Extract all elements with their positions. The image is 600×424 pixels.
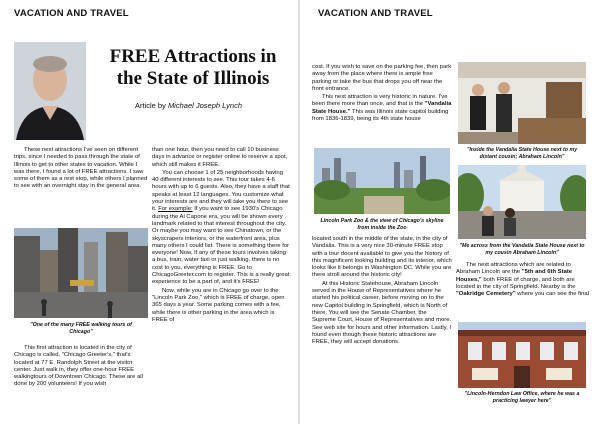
left-page	[0, 0, 298, 424]
paragraph: Now, while you are in Chicago go over to the "Lincoln Park Zoo," which is FREE of charge, open 365 days a year. Some parking comes with a fee, while there is other parking in the area which is FREE of	[152, 287, 285, 323]
text-span: If you want to see 1930's Chicago during the Al Capone era, you will be shown every landmark related to that interest throughout the city. Or maybe you may want to see Chinatown, or the skyscrapers interiors, or the waterfront area, plus many others I could list. There is something there for everyone! Now, if any of these tours involves taking a bus, train, water taxi or just walking, there is no cost to you, everything is FREE. Go to ChicagoGreeter.com to register. This is a really great experience to be a part of, and it's FREE!	[152, 206, 290, 286]
left-col-intro	[14, 147, 148, 223]
photo-caption: "One of the many FREE walking tours of Chicago"	[30, 322, 132, 335]
statehouse-exterior-photo	[458, 165, 586, 239]
vandalia-bold: "Vandalia State House."	[312, 101, 452, 115]
right-page	[300, 0, 600, 424]
byline	[135, 101, 242, 110]
paragraph	[312, 94, 452, 123]
left-col-text	[14, 345, 148, 417]
example-label: For example:	[158, 206, 193, 213]
title-line-1: FREE Attractions in	[109, 46, 277, 67]
title-line-2: the State of Illinois	[116, 68, 270, 89]
text-span: both FREE of charge, and both are located in the city of Springfield. Nearby is the	[456, 276, 576, 290]
statehouse-interior-photo	[458, 62, 586, 144]
text-span: where you can see the final	[517, 291, 589, 298]
state-houses-bold: "5th and 6th State Houses,"	[456, 269, 573, 283]
paragraph: than one hour, then you need to call 10 business days in advance or register online to reserve a spot, which still makes it FREE.	[152, 147, 288, 168]
text-span: This next attraction is very historic in nature. I've been there more than once, and that is the	[312, 94, 448, 108]
photo-caption: "Me across from the Vandalia State House next to my cousin Abraham Lincoln"	[459, 243, 585, 256]
oakridge-bold: "Oakridge Cemetery"	[456, 291, 516, 298]
paragraph: located south in the middle of the state, in the city of Vandalia. This is a very nice 30-minute FREE stop with a tour docent available to give you the history of this magnificent looking building and its interior, which looks like it belongs in Washington DC. While you are there stroll around the historic city!	[312, 236, 452, 279]
right-col1-bottom	[312, 236, 452, 418]
section-label: VACATION AND TRAVEL	[318, 8, 433, 19]
paragraph: These next attractions I've seen on different trips, since I needed to pass through the state of Illinois to get to other states to vacation. While I was there, I found a lot of FREE attractions. I saw some of them as a rest stop, while others I planned to see with an overnight stay in the general area.	[14, 147, 148, 190]
photo-caption: Lincoln Park Zoo & the view of Chicago's skyline from inside the Zoo	[320, 218, 444, 231]
paragraph	[152, 170, 290, 287]
paragraph: At this Historic Statehouse, Abraham Lincoln served in the House of Representatives where he started his political career, before moving on to the new Capitol building in Springfield, which is North of there. You will see the Senate Chamber, the Supreme Court, House of Representatives and more. See web site for hours and other information. Lastly, I found even though these historic attractions are FREE, they will accept donations.	[312, 280, 452, 346]
right-col2-text	[456, 262, 590, 320]
law-office-photo	[458, 322, 586, 388]
text-span: This was Illinois state capitol building from 1836-1839, being its 4th state house	[312, 108, 449, 123]
byline-author: Michael Joseph Lynch	[167, 101, 243, 110]
paragraph: cost. If you wish to save on the parking fee, then park away from the place where there is ample free parking or take the bus that drops you off near the front entrance.	[312, 64, 452, 92]
paragraph	[456, 262, 590, 298]
section-label: VACATION AND TRAVEL	[14, 8, 129, 19]
text-span: You can choose 1 of 25 neighborhoods having 40 different interests to see. This tour takes 4-6 hours with up to 6 guests. Also, they have a staff that speaks at least 12 languages. You customize what your interests are and they will take you there to see it.	[152, 169, 290, 213]
text-span: The next attractions which are related to Abraham Lincoln are the	[456, 262, 571, 276]
chicago-street-photo	[14, 228, 148, 318]
photo-caption: "Lincoln-Herndon Law Office, where he was a practicing lawyer here"	[464, 391, 580, 404]
lincoln-park-zoo-photo	[314, 148, 450, 214]
byline-prefix: Article by	[135, 101, 166, 110]
author-photo	[14, 42, 86, 140]
right-col1-top	[312, 64, 452, 144]
article-title	[95, 46, 291, 90]
right-col-text	[152, 147, 290, 417]
photo-caption: "Inside the Vandalia State House next to my distant cousin; Abraham Lincoln"	[466, 147, 578, 160]
paragraph: This first attraction is located in the city of Chicago is called, "Chicago Greeter's," that's located at 77 E. Randolph Street at the visitor center. Just walk in, they offer one-hour FREE walkingtours of Downtown Chicago. These are all done by 200 volunteers! If you wish	[14, 345, 143, 388]
